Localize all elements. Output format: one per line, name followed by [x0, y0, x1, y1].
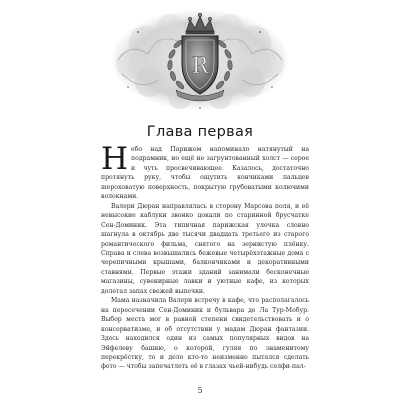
monogram: R — [191, 54, 209, 79]
paragraph-3: Мама назначила Валери встречу в кафе, что располагалось на пересечении Сен-Доминик и бульвара де Ла Тур-Мобур. Выбор места мог в равной степени свидетельствовать и о консерватизме, и об отсутствии у мадам Дюран фантазии. Здесь находился один из самых популярных видов на Эйфелеву башню, о которой, гуляя по знаменитому перекрёстку, то и дело кто-то неизменно пытался сделать фото — чтобы запечатлеть её в глазах чьей-нибудь селфи-пал- — [101, 297, 309, 371]
crest-icon — [110, 2, 290, 114]
paragraph-2: Валери Дюран направлялась в сторону Марсова поля, и её невысокие каблуки звонко цокали по старинной брусчатке Сен-Доминик. Эта типичная парижская улочка словно шагнула в октябрь две тысячи двадцать третьего из старого романтического фильма, снятого на зернистую плёнку. Справа и слева возвышались бежевые четырёхэтажные дома с черепичными крышами, балкончиками и декоративными ставнями. Первые этажи зданий занимали бесконечные магазины, сувенирные лавки и уютные кафе, из которых долетал запах свежей выпечки. — [101, 202, 309, 295]
paragraph-1 — [101, 141, 309, 202]
body-text — [101, 141, 309, 372]
page-number: 5 — [197, 386, 203, 395]
drop-cap: Н — [101, 141, 129, 177]
paragraph-1-text: ебо над Парижем напоминало натянутый на подрамник, но ещё не загрунтованный холст — серое и чуть просвечивающее. Казалось, достаточно протянуть руку, чтобы ощутить кончиками пальцев шероховатую поверхность, покрытую грубоватыми колючими волокнами. — [101, 146, 309, 201]
chapter-title: Глава первая — [146, 124, 254, 140]
